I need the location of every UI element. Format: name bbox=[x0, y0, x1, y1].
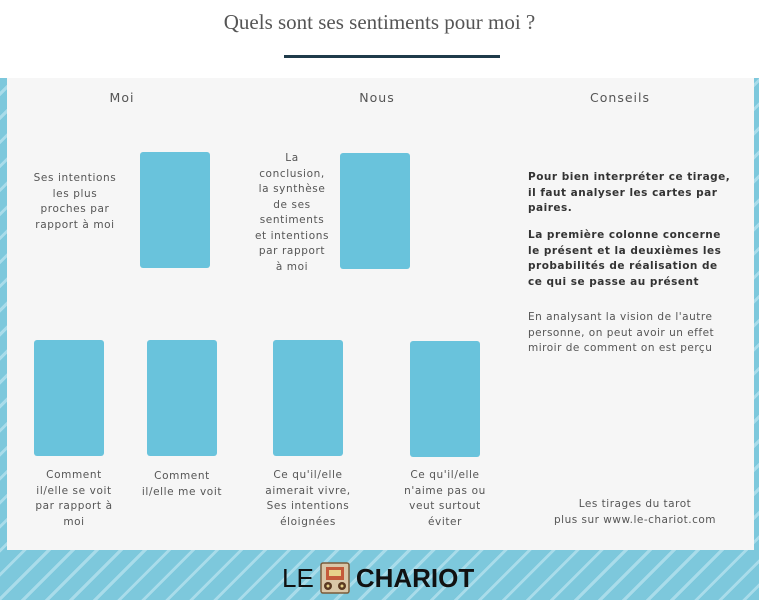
position-label-bottom-1: Comment il/elle se voit par rapport à moi bbox=[35, 469, 113, 528]
advice-paragraph-1: Pour bien interpréter ce tirage, il faut analyser les cartes par paires. bbox=[528, 171, 731, 214]
advice-paragraph-2: La première colonne concerne le présent et la deuxièmes les probabilités de réalisation de ce qui se passe au présent bbox=[528, 229, 722, 288]
card-slot-bottom-3 bbox=[273, 340, 343, 456]
logo-chariot-text: CHARIOT bbox=[355, 562, 475, 593]
position-label-bottom-4: Ce qu'il/elle n'aime pas ou veut surtout éviter bbox=[404, 469, 486, 528]
le-chariot-logo bbox=[282, 560, 474, 596]
position-label-bottom-2: Comment il/elle me voit bbox=[141, 470, 223, 498]
card-slot-bottom-2 bbox=[147, 340, 217, 456]
position-label-nous-top: La conclusion, la synthèse de ses sentiments et intentions par rapport à moi bbox=[254, 152, 330, 273]
column-heading-nous: Nous bbox=[359, 90, 395, 105]
column-heading-moi: Moi bbox=[109, 90, 135, 105]
card-slot-moi-top bbox=[140, 152, 210, 268]
advice-paragraph-3: En analysant la vision de l'autre personne, on peut avoir un effet miroir de comment on est perçu bbox=[528, 311, 715, 354]
position-label-bottom-3: Ce qu'il/elle aimerait vivre, Ses intentions éloignées bbox=[265, 469, 351, 528]
title-band bbox=[0, 0, 759, 78]
card-slot-nous-top bbox=[340, 153, 410, 269]
chariot-tarot-icon bbox=[317, 560, 353, 596]
logo-le-text: LE bbox=[282, 562, 314, 593]
column-heading-conseils: Conseils bbox=[590, 90, 650, 105]
position-label-moi-top: Ses intentions les plus proches par rapport à moi bbox=[33, 172, 117, 231]
card-slot-bottom-1 bbox=[34, 340, 104, 456]
card-slot-bottom-4 bbox=[410, 341, 480, 457]
title-underline bbox=[284, 55, 500, 58]
page-title: Quels sont ses sentiments pour moi ? bbox=[223, 10, 536, 34]
site-credit: Les tirages du tarot plus sur www.le-chariot.com bbox=[553, 498, 717, 526]
